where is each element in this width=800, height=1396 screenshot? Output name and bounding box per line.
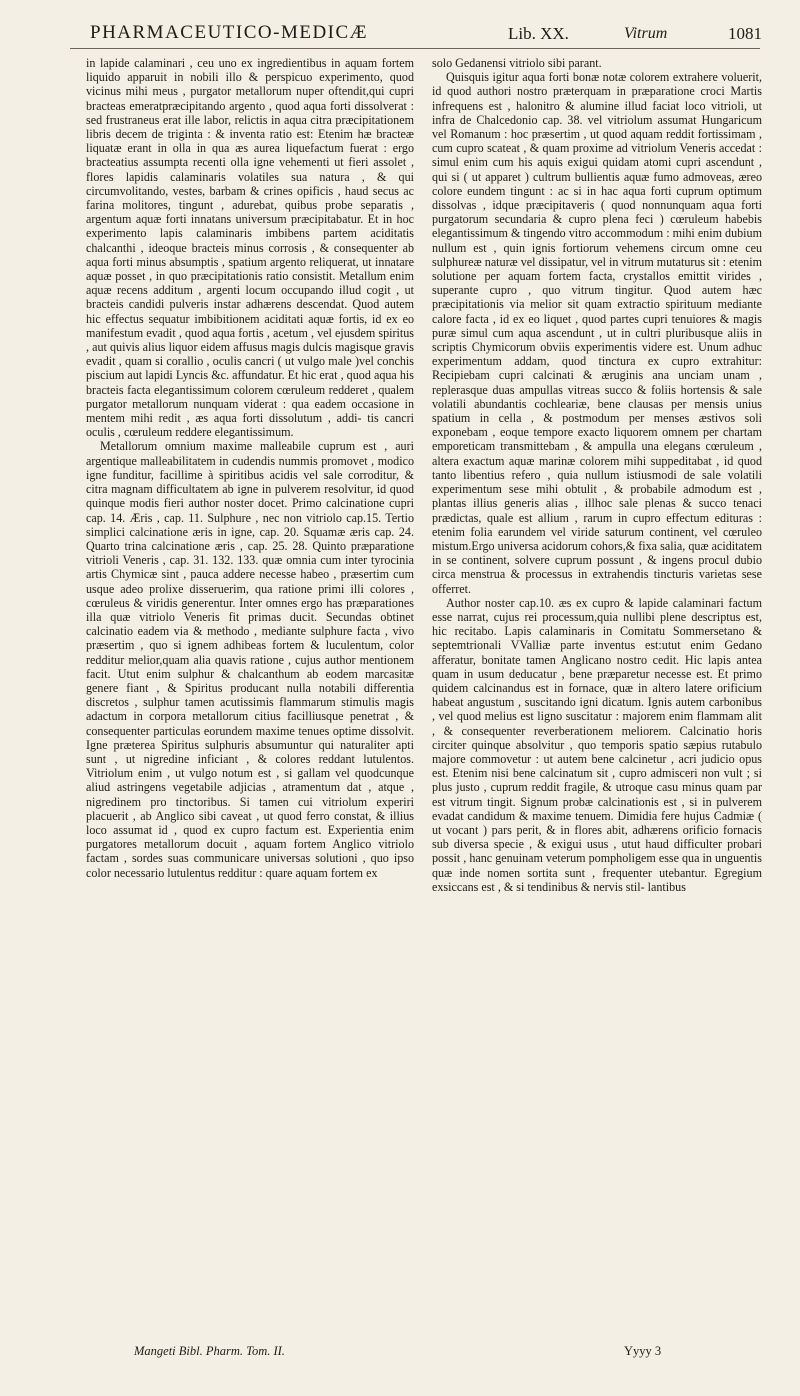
left-column — [86, 56, 414, 1341]
running-head-book: Lib. XX. — [508, 24, 569, 43]
right-paragraph: Author noster cap.10. æs ex cupro & lapide calaminari factum esse narrat, cujus rei processum,quia nullibi plene descriptus est, hic recitabo. Lapis calaminaris in Comitatu Sommersetano & septemtrionali VValliæ parte inventus est:utut enim Gedano afferatur, bonitate tamen Anglicano nostro cedit. Hic lapis antea quam in usum deducatur , bene præparetur necesse est. Et primo quidem calcinandus est in fornace, quæ in altero latere orificium habeat angustum , suscitando igni dicatum. Ignis autem carbonibus , vel quod melius est ligno suscitatur : majorem enim flammam alit , & consequenter reverberationem meliorem. Calcinatio horis circiter quinque absolvitur , quo temporis spatio sæpius rutabulo majore commovetur : ut autem bene calcinetur , acri judicio opus est. Etenim nisi bene calcinatum sit , cupro admisceri non vult ; si plus justo , cuprum reddit fragile, & utroque casu minus quam par est vitrum tingit. Signum probæ calcinationis est , si in pulverem evadat candidum & maxime tenuem. Dimidia fere hujus Cadmiæ ( ut vocant ) pars perit, & in flores abit, adhærens orificio fornacis sub diversa specie , & exigui usus , utut haud difficulter probari possit , hanc genuinam veterum pompholigem esse qua in unguentis quæ inde nomen sortita sunt , frequenter utebantur. Egregium exsiccans est , & si tendinibus & nervis stil- lantibus — [432, 595, 762, 894]
right-paragraph: Quisquis igitur aqua forti bonæ notæ colorem extrahere voluerit, id quod authori nostro præterquam in præparatione croci Martis infrequens est , halonitro & alumine illud faciat loco vitrioli, ut infra de Chalcedonio cap. 38. vel vitriolum assumat Hungaricum vel Romanum : hoc præsertim , ut quod aquam reddit fortissimam , cum cupro scateat , & quam proxime ad vitriolum Veneris accedat : simul enim cum his aquis exigui quidam atomi cupri ascendunt , qui si ( ut apparet ) cultrum bullientis aquæ fumo admoveas, æreo colore eundem tingunt : ac si in hac aqua forti cuprum optimum dissolvas , idque præcipitaveris ( quod nonnunquam aqua forti purgatorum secundaria & cupro plena feci ) cœruleum habebis elegantissimum & tingendo vitro accommodum : mihi enim dubium nullum est , quin ignis fortiorum vehemens circum omne ceu sulphureæ naturæ vel dissipatur, vel in vitrum mutaturus sit : etenim solutione per aquam fortem facta, crystallos emittit virides , superante cupro , quo vitrum tingitur. Quod autem hæc præcipitationis via melior sit quam extractio spirituum mediante calore facta , id ex eo liquet , quod partes cupri tenuiores & magis puræ simul cum aqua ascendunt , ut in cultri pluribusque aliis in scriptis Chymicorum obviis experimentis videre est. Unum adhuc experimentum addam, quod tinctura ex cupro extrahitur: Recipiebam cupri calcinati & æruginis ana unciam unam , replerasque duas ampullas vitreas succo & foliis hortensis & sale volatili abundantis cochleariæ, bene clausas per mensis unius spatium in cella , & postmodum per menses æstivos soli exponebam , eoque tempore exacto liquorem omnem per chartam emporeticam transmittebam , & ampulla una elegans cœruleum , altera exactum aquæ marinæ colorem mihi suppeditabat , id quod tanto libentius refero , quia nullum istiusmodi de sale volatili experimentum sese mihi obtulit , & probabile admodum est , plantas illius generis alias , illhoc sale plenas & succo tenaci prædictas, quale est allium , rarum in cupro effectum edituras : etenim folia earundem vel viride saturum continent, vel cœruleo mistum.Ergo universa acidorum cohors,& fixa salia, quæ aciditatem in se continent, solvere cuprum possunt , & ingens procul dubio circa menstrua & processus in extrahendis tincturis varietas sese offerret. — [432, 70, 762, 596]
running-head-title: PHARMACEUTICO-MEDICÆ — [90, 22, 369, 43]
footer-signature-left: Mangeti Bibl. Pharm. Tom. II. — [134, 1344, 285, 1358]
right-paragraph: solo Gedanensi vitriolo sibi parant. — [432, 56, 602, 70]
running-head — [70, 18, 762, 52]
right-column — [432, 56, 762, 1344]
left-paragraph: Metallorum omnium maxime malleabile cuprum est , auri argentique malleabilitatem in cudendis nummis promovet , modico igne funditur, facillime à spiritibus acidis vel sale corroditur, & citra magnam difficultatem ab igne in pulverem resolvitur, id quod quinque modis fieri author noster docet. Primo calcinatione cupri cap. 14. Æris , cap. 11. Sulphure , nec non vitriolo cap.15. Tertio simplici calcinatione æris in igne, cap. 20. Squamæ æris cap. 24. Quarto trina calcinatione æris , cap. 25. 28. Quinto præparatione vitrioli Veneris , cap. 31. 132. 133. quæ omnia cum inter tyrocinia artis Chymicæ sint , pauca addere necesse habeo , præsertim cum usque adeo prolixe disseruerim, qua ratione primi illi colores , cœruleus & viridis generentur. Inter omnes ergo has præparationes illa quæ vitriolo Veneris fit primas ducit. Secundas obtinet calcinatio eadem via & methodo , mediante sulphure facta , vivo præsertim , quo si ignem adhibeas fortem & luculentum, color redditur melior,quam alia quavis ratione , cujus author mentionem facit. Utut enim sulphur & chalcanthum ab eodem marcasitæ genere fiant , & Spiritus producant nulla notabili differentia discretos , sulphur tamen acutissimis flammarum stimulis magis adactum in corpora metallorum citius facilliusque penetrat , & consequenter particulas eorundem maxime tenues optime dissolvit. Igne præterea Spiritus sulphuris absumuntur qui naturaliter apti sunt , ut nigredine inficiant , & colores reddant lutulentos. Vitriolum enim , ut vulgo notum est , si gallam vel quodcunque aliud astringens vegetabile adjicias , atramentum dat , atque , nigredinem pro tinctoribus. Si tamen cui vitriolum experiri placuerit , ab Anglico sibi caveat , ut quod ferro constat, & illius loco assumat id , quod ex cupro factum est. Experientia enim purgatores metallorum docuit , aquam fortem Anglico vitriolo factam , sordes suas communicare universas solutioni , quo ipso color necessario lutulentus redditur : quare aquam fortem ex — [86, 439, 414, 880]
header-rule — [70, 48, 760, 49]
running-head-topic: Vitrum — [624, 25, 668, 42]
left-paragraph: in lapide calaminari , ceu uno ex ingredientibus in aquam fortem liquido apparuit in nobili illo & perspicuo experimento, quod vicinus mihi meus , purgator metallorum nuper oftendit,qui cupri bracteas emeratpræcipitando argento , quod aqua forti dissolverat : sed frustraneus erat ille labor, relictis in aqua citra præcipitationem libris decem de triginta : & inventa ratio est: Etenim hæ bracteæ liquatæ erant in olla in qua æs aurea liquefactum fuerat : ergo bracteatius assumpta recenti olla igne vehementi ut fieri assolet , flores lapidis calaminaris volatiles sua natura , & qui circumvolitando, vestes, barbam & crines opificis , haud secus ac farina molitores, tingunt , adurebat, quibus probe separatis , argentum aquæ forti innatans universum præcipitabatur. Et in hoc experimento lapis calaminaris imbibens partem aciditatis chalcanthi , ideoque bracteis minus corrosis , & consequenter ab aqua forti minus absumptis , spatium argento reliquerat, ut innatare aquæ posset , in quo præcipitationis ratio consistit. Metallum enim aquæ recens additum , argenti locum occupando illud cogit , ut bracteis candidi pulveris instar adhærens descendat. Quod autem hic effectus sequatur imbibitionem aciditati aquæ fortis, id ex eo manifestum evadit , quod aqua fortis , acetum , vel ejusdem spiritus , aut quivis alius liquor eidem affusus magis dulcis magisque gravis evadit , quam si corallio , oculis cancri ( ut vulgo male )vel conchis piscium aut lapidi Lyncis &c. affundatur. Et hic erat , quod aqua his bracteis facta elegantissimum colorem cœruleum redderet , qualem purgator metallorum nunquam viderat : qua eadem occasione in mentem mihi redit , æs aqua forti dissolutum , addi- tis cancri oculis , cœruleum reddere elegantissimum. — [86, 56, 414, 440]
footer-signature-right: Yyyy 3 — [624, 1344, 662, 1358]
page-number: 1081 — [728, 24, 762, 43]
